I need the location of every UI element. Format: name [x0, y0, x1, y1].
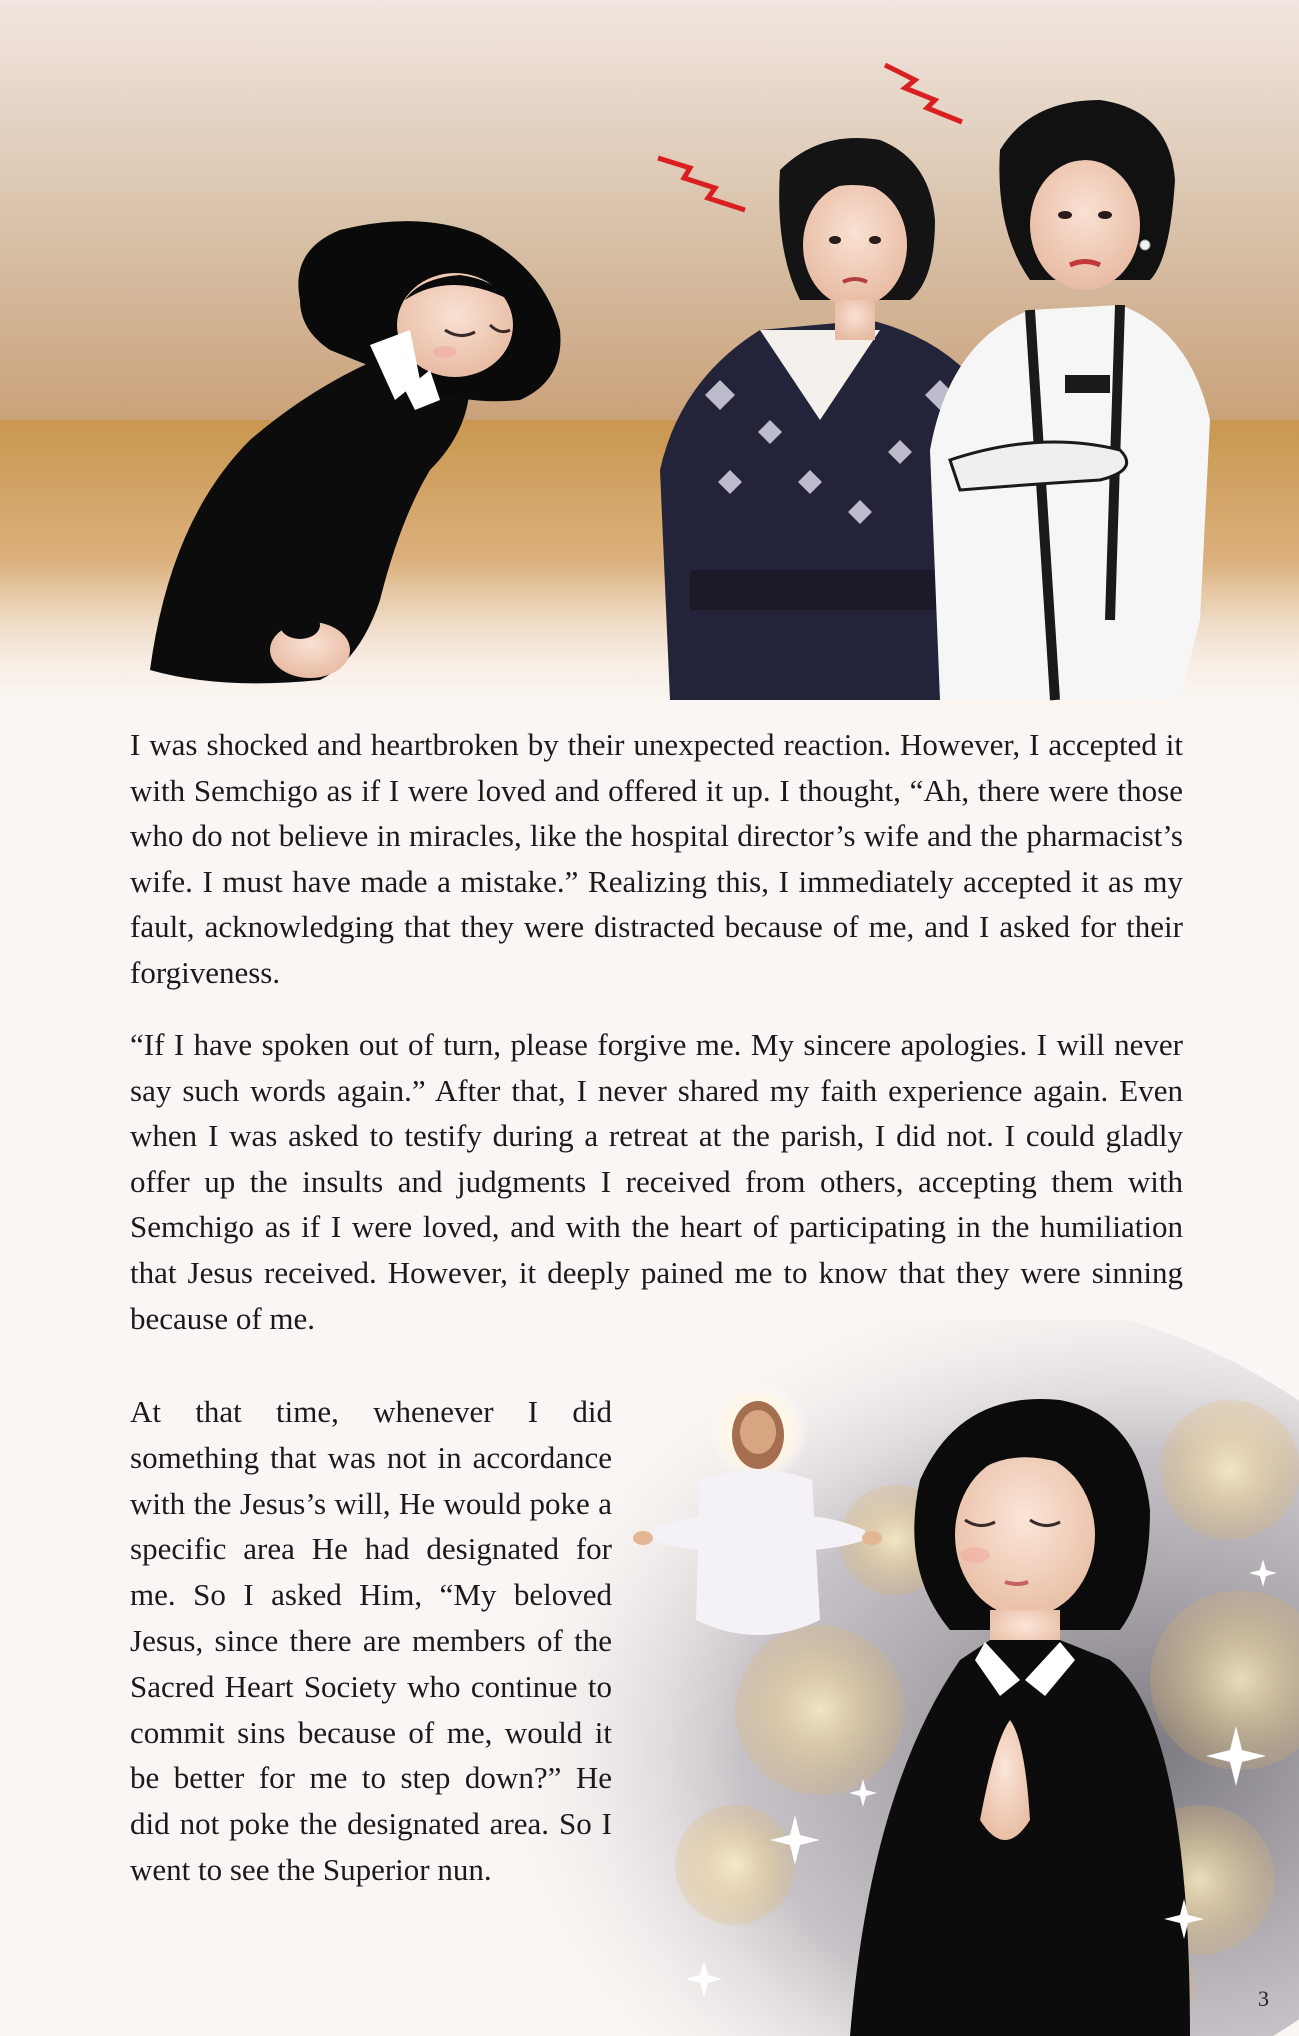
paragraph-1: I was shocked and heartbroken by their unexpected reaction. However, I accepted it with Semchigo as if I were loved and offered it up. I thought, “Ah, there were those who do not believe in miracles, like the hospital director’s wife and the pharmacist’s wife. I must have made a mistake.” Realizing this, I immediately accepted it as my fault, acknowledging that they were distracted because of me, and I asked for their forgiveness. [130, 727, 1183, 990]
top-illustration [0, 0, 1299, 720]
paragraph-2: “If I have spoken out of turn, please forgive me. My sincere apologies. I will never say such words again.” After that, I never shared my faith experience again. Even when I was asked to testify during a retreat at the parish, I did not. I could gladly offer up the insults and judgments I received from others, accepting them with Semchigo as if I were loved, and with the heart of participating in the humiliation that Jesus received. However, it deeply pained me to know that they were sinning because of me. [130, 1027, 1183, 1336]
page-number: 3 [1258, 1986, 1269, 2011]
paragraph-3: At that time, whenever I did something that was not in accordance with the Jesus’s will, He would poke a specific area He had designated for me. So I asked Him, “My beloved Jesus, since there are members of the Sacred Heart Society who continue to commit sins because of me, would it be better for me to step down?” He did not poke the designated area. So I went to see the Superior nun. [130, 1394, 612, 1887]
